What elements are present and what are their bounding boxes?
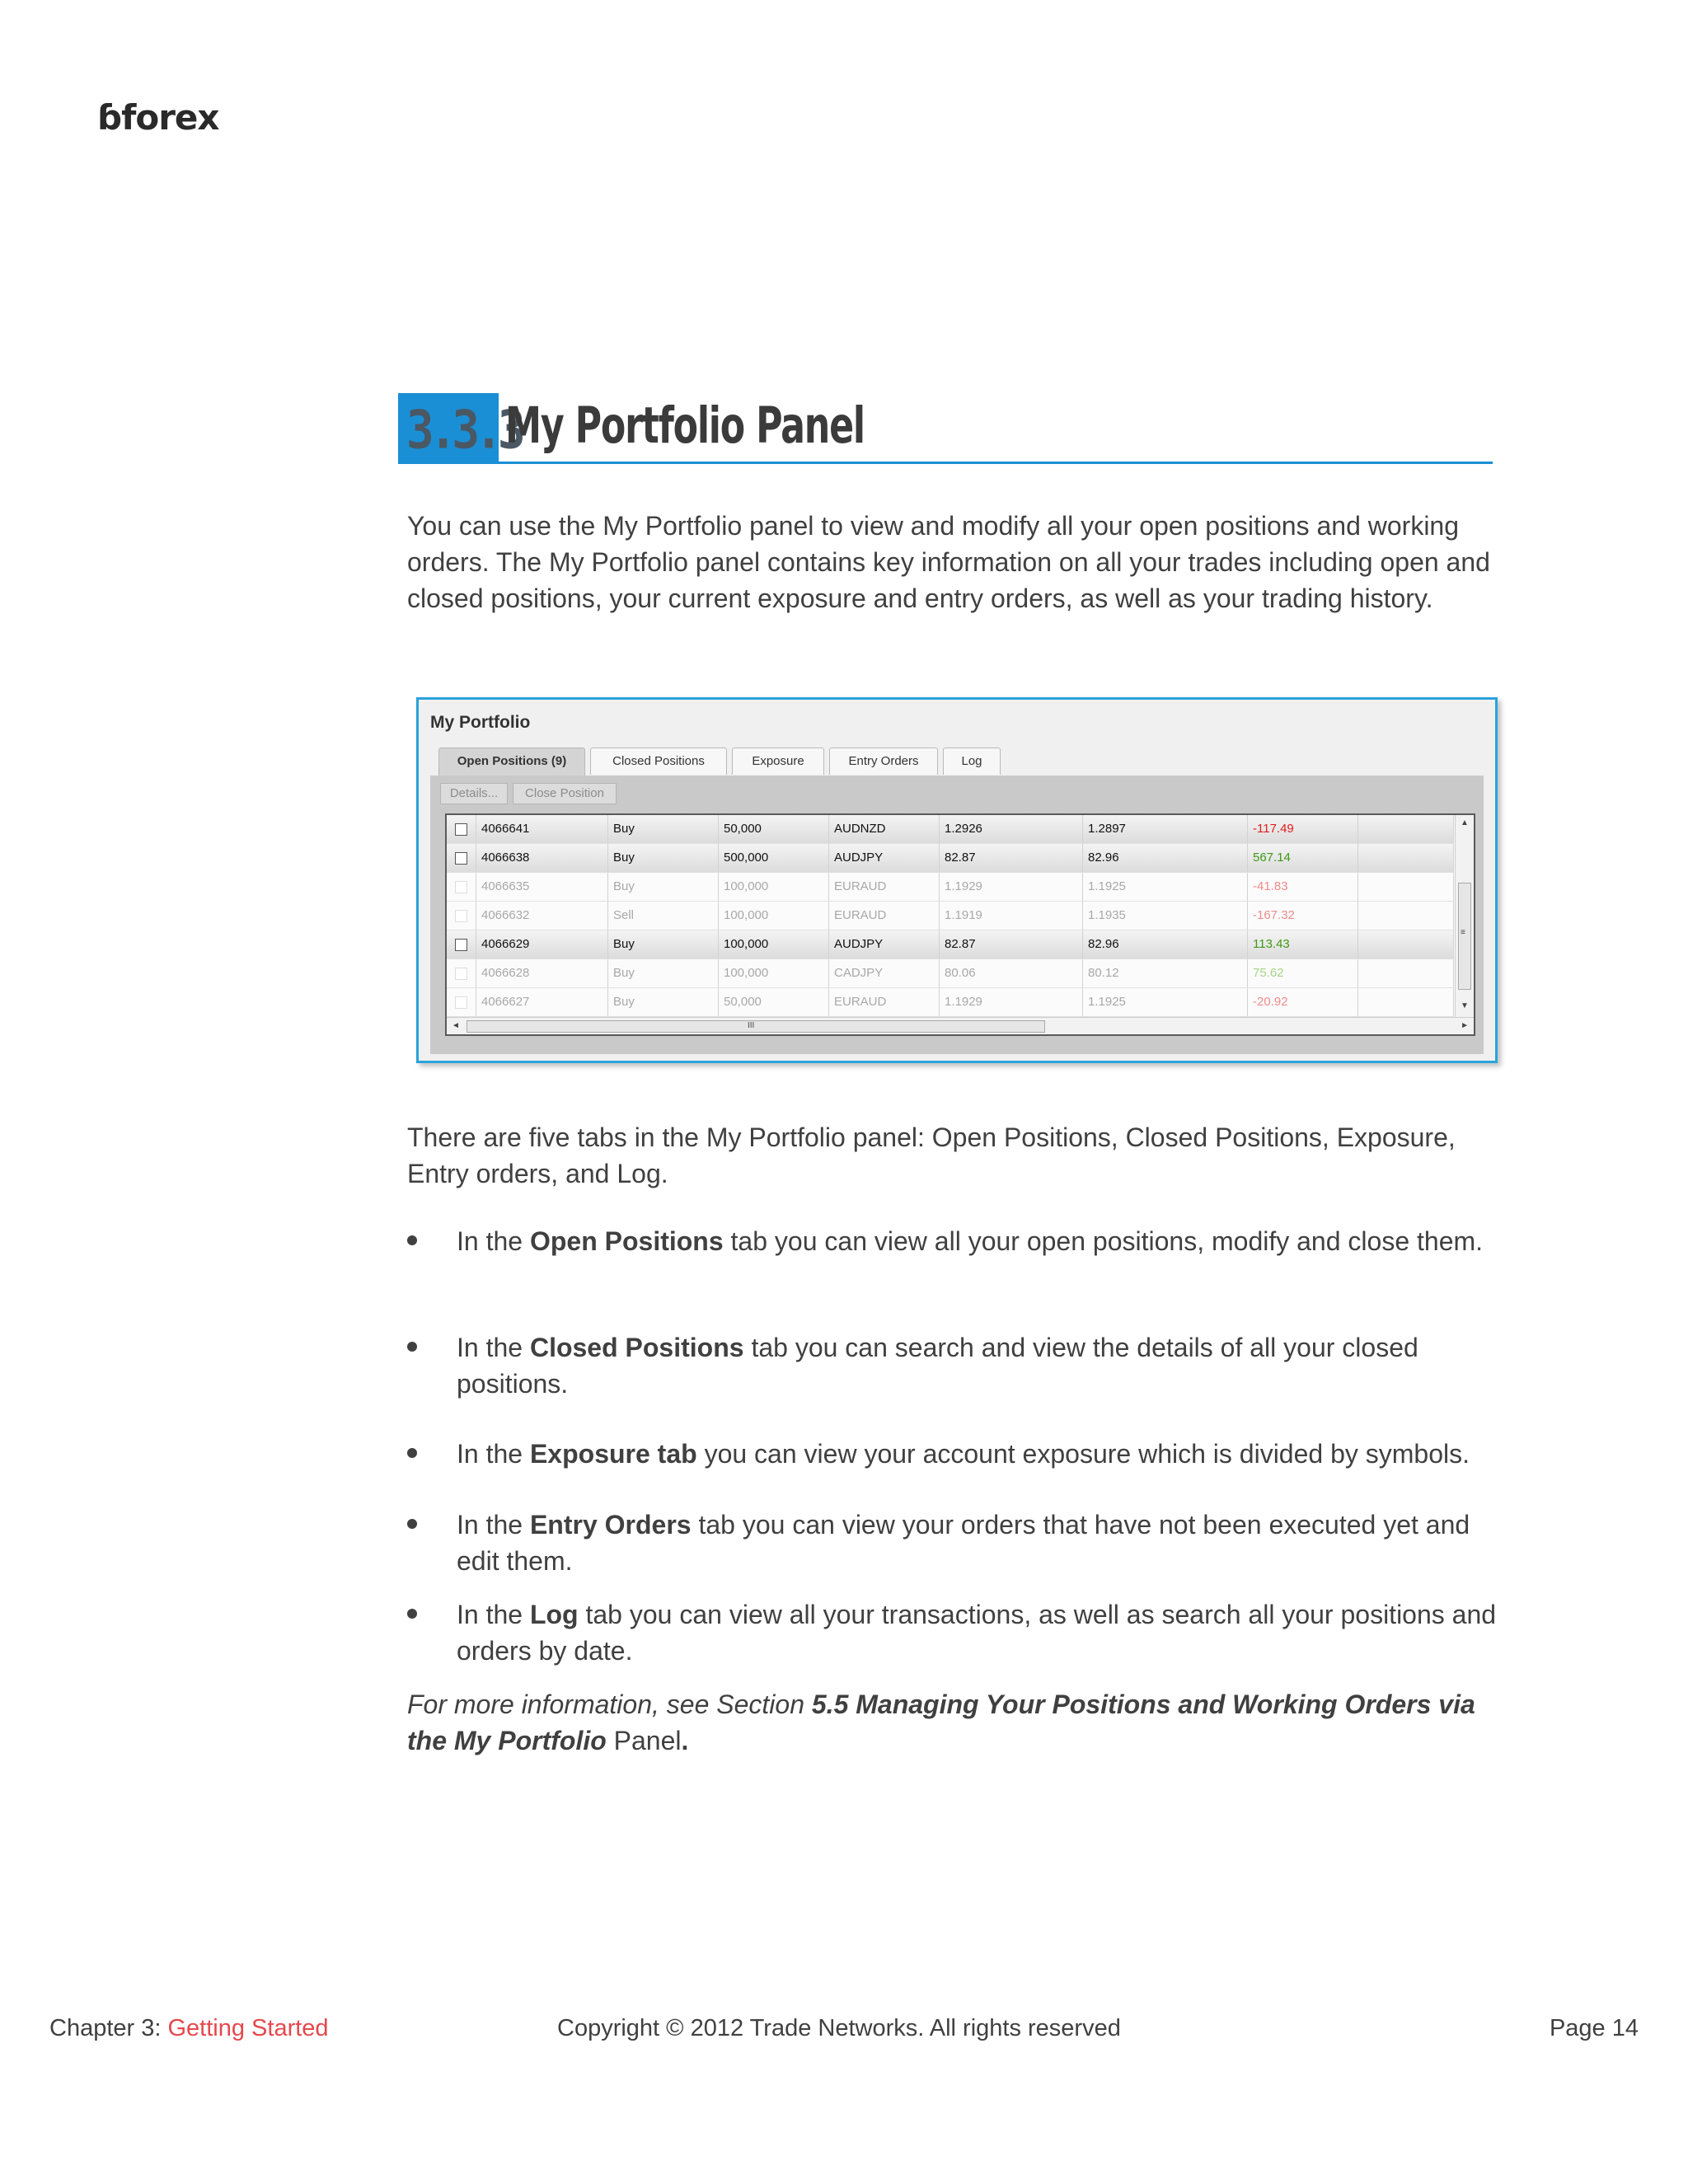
table-row[interactable] (447, 988, 1454, 1017)
row-checkbox[interactable] (455, 939, 467, 951)
portfolio-panel-screenshot (416, 697, 1498, 1063)
cell-id: 4066627 (476, 988, 608, 1016)
table-row[interactable] (447, 815, 1454, 844)
cell-symbol: AUDNZD (829, 815, 940, 843)
cell-empty (1358, 988, 1454, 1016)
cell-empty (1358, 873, 1454, 901)
section-number: 3.3.3 (406, 400, 521, 462)
cell-open: 1.1929 (940, 988, 1083, 1016)
cell-open: 1.1919 (940, 902, 1083, 930)
cell-side: Buy (608, 959, 719, 987)
vertical-scroll-thumb[interactable] (1458, 883, 1471, 990)
cell-empty (1358, 959, 1454, 987)
cell-side: Buy (608, 815, 719, 843)
horizontal-scrollbar[interactable] (447, 1017, 1474, 1034)
positions-table (445, 813, 1475, 1036)
panel-body (430, 776, 1484, 1054)
grip-icon: ≡ (1461, 928, 1465, 937)
panel-title: My Portfolio (430, 713, 531, 732)
cell-side: Buy (608, 844, 719, 872)
bullet-text: In the Entry Orders tab you can view your orders that have not been executed yet and edit them. (457, 1510, 1470, 1576)
grip-icon: III (748, 1021, 755, 1030)
cell-current: 82.96 (1083, 930, 1248, 958)
cell-open: 80.06 (940, 959, 1083, 987)
tab-log[interactable]: Log (943, 748, 1001, 775)
row-checkbox[interactable] (455, 881, 467, 893)
cell-side: Buy (608, 930, 719, 958)
table-row[interactable] (447, 930, 1454, 959)
row-checkbox-cell (447, 988, 476, 1016)
section-heading (398, 393, 1493, 464)
table-row[interactable] (447, 902, 1454, 930)
cell-symbol: EURAUD (829, 902, 940, 930)
cell-open: 82.87 (940, 930, 1083, 958)
bullet-dot-icon (407, 1609, 417, 1619)
bullet-dot-icon (407, 1235, 417, 1245)
bullet-text: In the Closed Positions tab you can search and view the details of all your closed positions. (457, 1333, 1418, 1399)
cell-pl: -117.49 (1248, 815, 1358, 843)
row-checkbox-cell (447, 873, 476, 901)
row-checkbox[interactable] (455, 968, 467, 980)
cell-amount: 50,000 (719, 988, 829, 1016)
cell-amount: 100,000 (719, 959, 829, 987)
cell-open: 82.87 (940, 844, 1083, 872)
cell-current: 82.96 (1083, 844, 1248, 872)
row-checkbox[interactable] (455, 823, 467, 836)
footer-chapter: Chapter 3: Getting Started (49, 2015, 329, 2041)
cell-id: 4066628 (476, 959, 608, 987)
logo: ɓforex (97, 97, 219, 138)
row-checkbox-cell (447, 930, 476, 958)
close-position-button[interactable]: Close Position (513, 783, 617, 804)
footer-chapter-link[interactable]: Getting Started (167, 2015, 329, 2041)
scroll-down-icon[interactable]: ▼ (1461, 1001, 1469, 1010)
cell-id: 4066632 (476, 902, 608, 930)
cell-current: 1.1925 (1083, 873, 1248, 901)
cell-pl: -167.32 (1248, 902, 1358, 930)
cell-pl: -20.92 (1248, 988, 1358, 1016)
tab-exposure[interactable]: Exposure (732, 748, 824, 775)
cell-pl: 567.14 (1248, 844, 1358, 872)
horizontal-scroll-thumb[interactable] (467, 1020, 1045, 1033)
scroll-up-icon[interactable]: ▲ (1461, 818, 1469, 827)
cell-id: 4066638 (476, 844, 608, 872)
tab-entry-orders[interactable]: Entry Orders (829, 748, 938, 775)
cell-current: 1.2897 (1083, 815, 1248, 843)
cell-symbol: CADJPY (829, 959, 940, 987)
bullet-text: In the Open Positions tab you can view all your open positions, modify and close them. (457, 1226, 1484, 1256)
intro-paragraph: You can use the My Portfolio panel to view and modify all your open positions and working orders. The My Portfolio panel contains key information on all your trades including open and closed positions, your current exposure and entry orders, as well as your trading history. (407, 511, 1490, 613)
bullet-dot-icon (407, 1448, 417, 1458)
cell-id: 4066629 (476, 930, 608, 958)
footer-page-number: Page 14 (1549, 2015, 1639, 2041)
row-checkbox-cell (447, 815, 476, 843)
row-checkbox-cell (447, 844, 476, 872)
section-number-box (398, 393, 521, 464)
cell-amount: 100,000 (719, 930, 829, 958)
table-row[interactable] (447, 959, 1454, 988)
cell-amount: 100,000 (719, 873, 829, 901)
cell-empty (1358, 902, 1454, 930)
cell-id: 4066641 (476, 815, 608, 843)
table-row[interactable] (447, 873, 1454, 902)
details-button[interactable]: Details... (440, 783, 508, 804)
cell-symbol: AUDJPY (829, 844, 940, 872)
cell-side: Buy (608, 873, 719, 901)
scroll-right-icon[interactable]: ► (1461, 1021, 1469, 1030)
row-checkbox[interactable] (455, 852, 467, 865)
cell-side: Sell (608, 902, 719, 930)
tabs-paragraph: There are five tabs in the My Portfolio panel: Open Positions, Closed Positions, Exposure, Entry orders, and Log. (407, 1122, 1456, 1188)
cell-empty (1358, 815, 1454, 843)
row-checkbox[interactable] (455, 910, 467, 922)
cell-current: 1.1925 (1083, 988, 1248, 1016)
bullet-text: In the Exposure tab you can view your account exposure which is divided by symbols. (457, 1439, 1470, 1469)
cell-empty (1358, 930, 1454, 958)
vertical-scrollbar[interactable] (1455, 815, 1474, 1018)
cell-pl: -41.83 (1248, 873, 1358, 901)
cell-current: 80.12 (1083, 959, 1248, 987)
section-title: My Portfolio Panel (505, 396, 865, 455)
heading-rule (398, 462, 1493, 464)
row-checkbox-cell (447, 959, 476, 987)
cell-amount: 500,000 (719, 844, 829, 872)
cell-id: 4066635 (476, 873, 608, 901)
cell-amount: 50,000 (719, 815, 829, 843)
cell-current: 1.1935 (1083, 902, 1248, 930)
scroll-left-icon[interactable]: ◄ (452, 1021, 460, 1030)
tab-open-positions[interactable]: Open Positions (9) (438, 748, 585, 776)
bullet-dot-icon (407, 1342, 417, 1352)
table-row[interactable] (447, 844, 1454, 873)
footer-copyright: Copyright © 2012 Trade Networks. All rights reserved (557, 2015, 1121, 2041)
tab-closed-positions[interactable]: Closed Positions (590, 748, 727, 775)
cell-side: Buy (608, 988, 719, 1016)
bullet-dot-icon (407, 1519, 417, 1529)
cell-symbol: EURAUD (829, 873, 940, 901)
cell-symbol: EURAUD (829, 988, 940, 1016)
cell-pl: 113.43 (1248, 930, 1358, 958)
more-info-paragraph: For more information, see Section 5.5 Managing Your Positions and Working Orders via the My Portfolio Panel. (407, 1690, 1475, 1755)
bullet-text: In the Log tab you can view all your transactions, as well as search all your positions and orders by date. (457, 1600, 1497, 1666)
cell-symbol: AUDJPY (829, 930, 940, 958)
cell-empty (1358, 844, 1454, 872)
cell-pl: 75.62 (1248, 959, 1358, 987)
cell-open: 1.1929 (940, 873, 1083, 901)
row-checkbox[interactable] (455, 996, 467, 1009)
cell-amount: 100,000 (719, 902, 829, 930)
cell-open: 1.2926 (940, 815, 1083, 843)
row-checkbox-cell (447, 902, 476, 930)
